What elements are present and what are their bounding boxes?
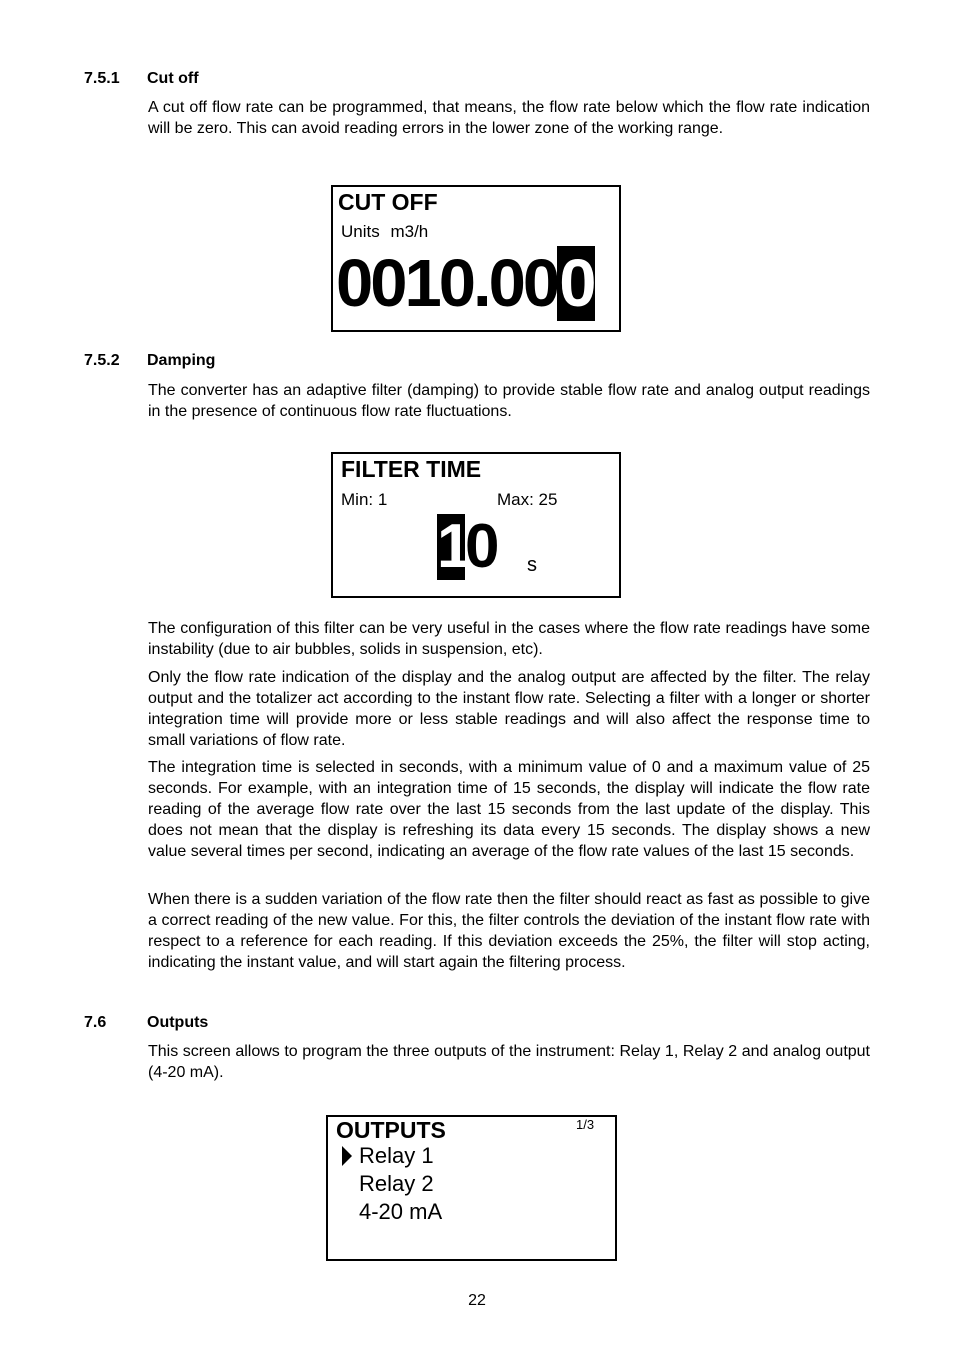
- lcd-title: OUTPUTS: [336, 1117, 446, 1143]
- cursor-digit: 0: [559, 246, 594, 321]
- max-label: Max: 25: [497, 490, 558, 509]
- outputs-paragraph: This screen allows to program the three outputs of the instrument: Relay 1, Relay 2 and analog output (4-20 mA).: [148, 1043, 870, 1081]
- damping-paragraph-1: The configuration of this filter can be very useful in the cases where the flow rate readings have some instability (due to air bubbles, solids in suspension, etc).: [148, 620, 870, 658]
- right-triangle-icon: [342, 1146, 352, 1166]
- damping-paragraph-3: The integration time is selected in seconds, with a minimum value of 0 and a maximum value of 25 seconds. For example, with an integration time of 15 seconds, the display will indicate the flow rate reading of the average flow rate over the last 15 seconds from the last update of the display. This does not mean that the display is refreshing its data every 15 seconds. The display shows a new value several times per second, indicating an average of the flow rate values of the last 15 seconds.: [148, 759, 870, 860]
- value-digits: 0: [465, 512, 500, 581]
- units-label: Units: [341, 222, 380, 241]
- section-number: 7.6: [84, 1014, 107, 1031]
- page-number: 22: [468, 1292, 486, 1309]
- menu-item-4-20ma[interactable]: 4-20 mA: [359, 1199, 443, 1224]
- unit-label: s: [527, 554, 537, 576]
- lcd-title: FILTER TIME: [341, 456, 482, 482]
- min-label: Min: 1: [341, 490, 388, 509]
- section-title: Damping: [147, 352, 216, 369]
- filter-time-lcd-display: [331, 452, 621, 598]
- page-indicator: 1/3: [576, 1117, 595, 1132]
- units-value: m3/h: [390, 222, 429, 241]
- damping-paragraph-2: Only the flow rate indication of the display and the analog output are affected by the filter. The relay output and the totalizer act according to the instant flow rate. Selecting a filter with a longer or shorter integration time will provide more or less stable readings and will also affect the response time to small variations of flow rate.: [148, 669, 870, 749]
- damping-paragraph: The converter has an adaptive filter (damping) to provide stable flow rate and analog output readings in the presence of continuous flow rate fluctuations.: [148, 382, 870, 420]
- menu-item-relay-2[interactable]: Relay 2: [359, 1171, 434, 1196]
- menu-item-relay-1[interactable]: Relay 1: [359, 1143, 434, 1168]
- section-number: 7.5.1: [84, 70, 120, 87]
- cursor-digit: 1: [437, 512, 468, 581]
- section-number: 7.5.2: [84, 352, 120, 369]
- section-7-6-heading: [84, 1014, 208, 1032]
- cutoff-value: [336, 247, 595, 321]
- section-title: Cut off: [147, 70, 199, 87]
- section-title: Outputs: [147, 1014, 209, 1031]
- cutoff-paragraph: A cut off flow rate can be programmed, that means, the flow rate below which the flow rate indication will be zero. This can avoid reading errors in the lower zone of the working range.: [148, 99, 870, 137]
- filter-value: [437, 514, 499, 580]
- lcd-units-row: [341, 222, 428, 242]
- section-7-5-1-heading: [84, 70, 199, 88]
- value-digits: 0010.00: [336, 246, 558, 321]
- lcd-title: CUT OFF: [338, 189, 438, 215]
- cutoff-lcd-display: [331, 185, 621, 332]
- section-7-5-2-heading: [84, 352, 215, 370]
- outputs-lcd-display: [326, 1115, 617, 1261]
- damping-paragraph-4: When there is a sudden variation of the flow rate then the filter should react as fast as possible to give a correct reading of the new value. For this, the filter controls the deviation of the instant flow rate with respect to a reference for each reading. If this deviation exceeds the 25%, the filter will stop acting, indicating the instant value, and will start again the filtering process.: [148, 891, 870, 971]
